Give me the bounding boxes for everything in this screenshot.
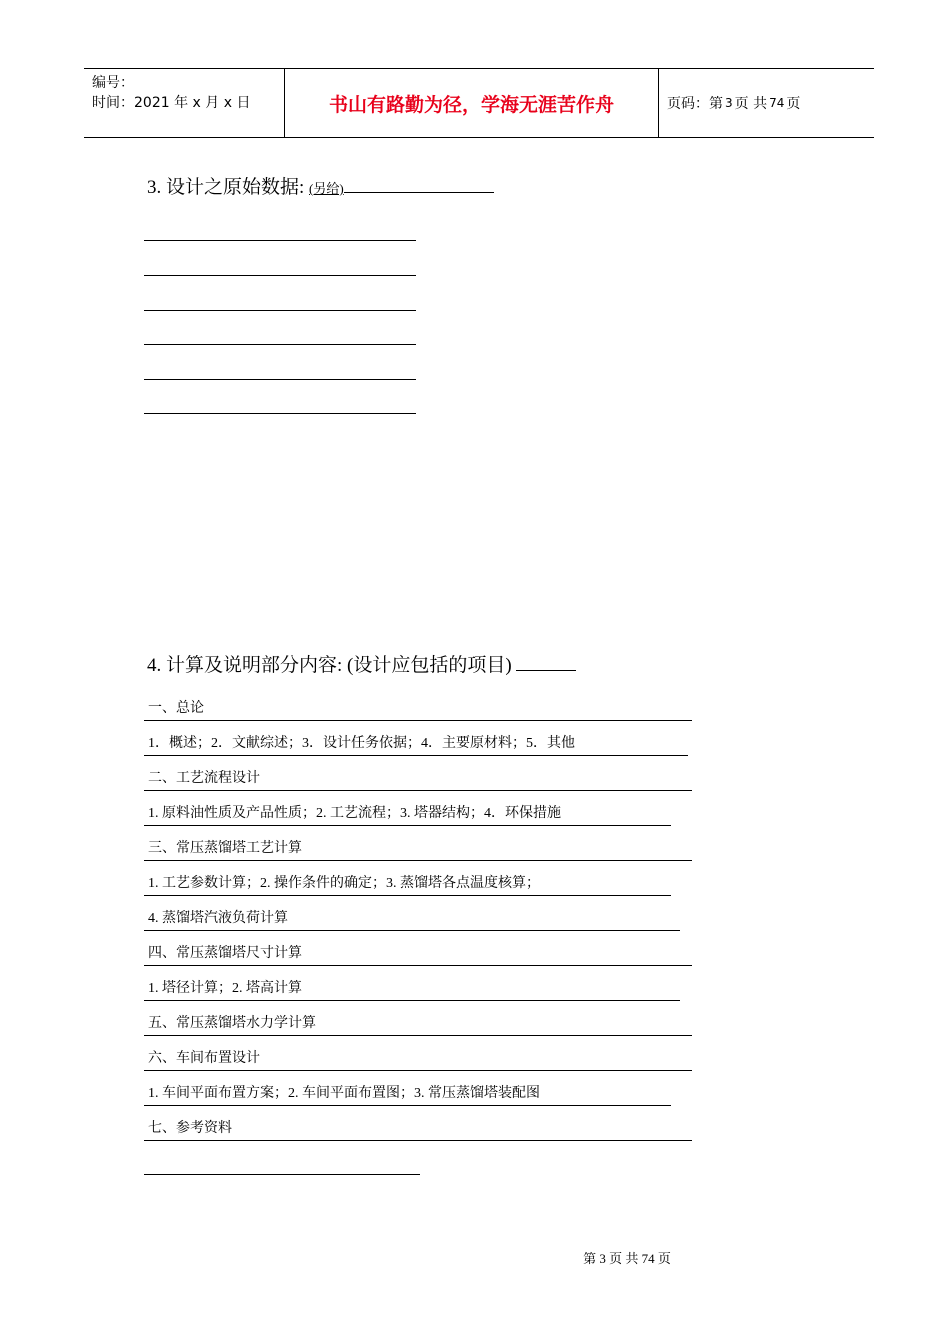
header-motto: 书山有路勤为径，学海无涯苦作舟 bbox=[328, 93, 614, 116]
outline-item: 四、常压蒸馏塔尺寸计算 bbox=[144, 943, 692, 966]
blank-line bbox=[144, 240, 416, 241]
outline-item: 1. 原料油性质及产品性质；2. 工艺流程；3. 塔器结构；4．环保措施 bbox=[144, 803, 671, 826]
outline-item: 七、参考资料 bbox=[144, 1118, 692, 1141]
outline-item: 六、车间布置设计 bbox=[144, 1048, 692, 1071]
blank-line bbox=[144, 310, 416, 311]
section-3-given: (另给) bbox=[309, 181, 344, 196]
blank-line bbox=[144, 275, 416, 276]
page-total: 74 bbox=[769, 96, 785, 110]
header-page-info bbox=[667, 69, 800, 137]
page-mid: 页 共 bbox=[734, 96, 768, 112]
outline-item: 1．概述；2．文献综述；3．设计任务依据；4．主要原材料；5．其他 bbox=[144, 733, 688, 756]
fill-line bbox=[516, 652, 576, 671]
outline-item: 1. 塔径计算；2. 塔高计算 bbox=[144, 978, 680, 1001]
outline-item: 4. 蒸馏塔汽液负荷计算 bbox=[144, 908, 680, 931]
outline-item: 五、常压蒸馏塔水力学计算 bbox=[144, 1013, 692, 1036]
doc-number-label: 编号： bbox=[92, 75, 134, 91]
header-divider bbox=[658, 69, 659, 137]
fill-line bbox=[344, 174, 494, 193]
section-4-title bbox=[147, 650, 576, 677]
outline-item: 1. 车间平面布置方案；2. 车间平面布置图；3. 常压蒸馏塔装配图 bbox=[144, 1083, 671, 1106]
outline-item: 三、常压蒸馏塔工艺计算 bbox=[144, 838, 692, 861]
page-prefix: 页码：第 bbox=[667, 96, 723, 112]
outline-item: 二、工艺流程设计 bbox=[144, 768, 692, 791]
page-footer bbox=[0, 1248, 950, 1267]
footer-page-number: 第 3 页 共 74 页 bbox=[583, 1251, 671, 1266]
blank-line bbox=[144, 344, 416, 345]
section-3-title bbox=[147, 172, 494, 199]
section-3-label: 3. 设计之原始数据: bbox=[147, 177, 310, 198]
page-suffix: 页 bbox=[786, 96, 801, 112]
outline-item: 一、总论 bbox=[144, 698, 692, 721]
page-current: 3 bbox=[725, 96, 733, 110]
blank-line bbox=[144, 413, 416, 414]
header-meta bbox=[92, 73, 250, 113]
outline-item: 1. 工艺参数计算；2. 操作条件的确定；3. 蒸馏塔各点温度核算； bbox=[144, 873, 671, 896]
blank-line bbox=[144, 379, 416, 380]
page-header bbox=[84, 68, 874, 138]
section-4-label: 4. 计算及说明部分内容: (设计应包括的项目) bbox=[147, 655, 517, 676]
doc-time-label: 时间：2021 年 x 月 x 日 bbox=[92, 95, 251, 111]
blank-line bbox=[144, 1174, 420, 1175]
